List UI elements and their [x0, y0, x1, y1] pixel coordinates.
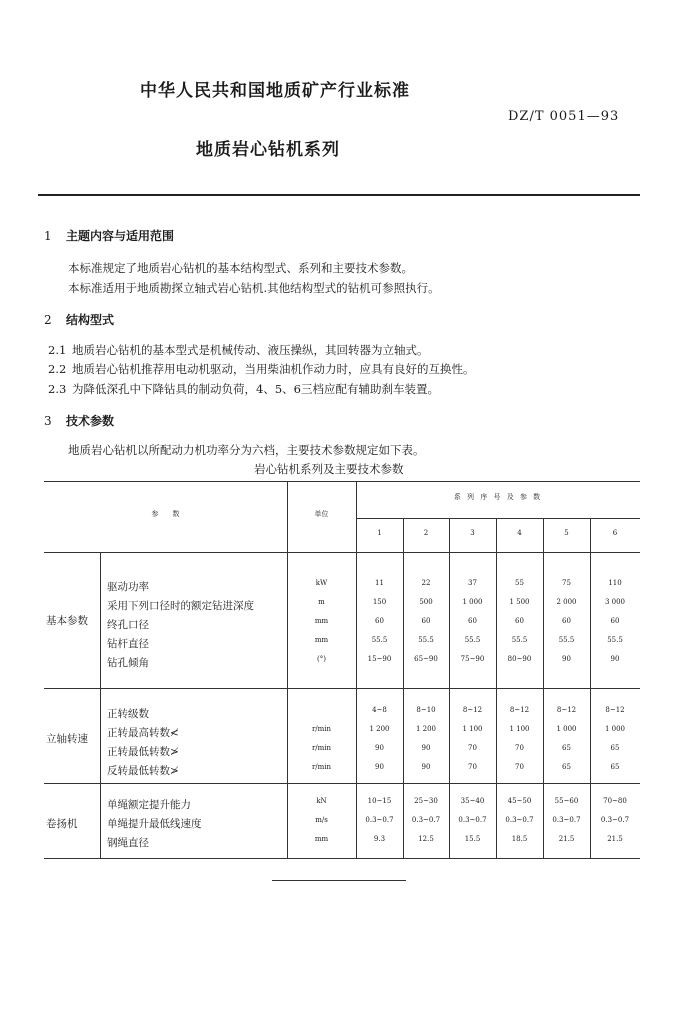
row-param-label: 正转最高转数≮: [107, 727, 179, 739]
row-value-col-5: 2 000: [556, 598, 577, 606]
row-value-col-2: 55.5: [418, 636, 434, 644]
section-1-paragraph-1: 本标准规定了地质岩心钻机的基本结构型式、系列和主要技术参数。: [68, 261, 413, 275]
header-col-6: 6: [612, 529, 618, 537]
clause-2-1: [48, 342, 429, 358]
header-col-3: 3: [470, 529, 475, 537]
section-title: 主题内容与适用范围: [66, 229, 175, 243]
row-value-col-5: 21.5: [558, 835, 575, 843]
row-value-col-1: 10~15: [367, 797, 392, 805]
row-param-label: 终孔口径: [107, 619, 149, 631]
group-divider-1: [44, 688, 640, 689]
row-value-col-4: 45~50: [507, 797, 532, 805]
row-unit: (°): [317, 655, 326, 663]
section-3-heading: [44, 412, 114, 429]
document-title: 地质岩心钻机系列: [196, 140, 340, 160]
row-unit: kN: [316, 797, 327, 805]
row-value-col-2: 25~30: [414, 797, 438, 805]
clause-number: 2.3: [48, 382, 67, 396]
row-value-col-1: 0.3~0.7: [365, 816, 394, 824]
row-value-col-3: 55.5: [464, 636, 481, 644]
row-value-col-1: 15~90: [367, 655, 392, 663]
row-unit: r/min: [311, 763, 332, 771]
row-value-col-5: 90: [562, 655, 571, 663]
row-value-col-1: 90: [375, 744, 384, 752]
row-value-col-5: 0.3~0.7: [552, 816, 581, 824]
row-unit: mm: [314, 835, 329, 843]
clause-number: 2.2: [48, 362, 67, 376]
section-1-heading: [44, 227, 174, 244]
row-param-label: 钢绳直径: [107, 837, 149, 849]
parameters-table: [44, 481, 640, 859]
row-value-col-3: 1 000: [462, 598, 483, 606]
row-unit: mm: [314, 636, 329, 644]
standard-code: DZ/T 0051—93: [508, 109, 620, 124]
row-value-col-1: 9.3: [373, 835, 386, 843]
col-divider-5: [590, 518, 591, 858]
row-value-col-3: 75~90: [460, 655, 485, 663]
row-param-label: 反转最低转数≯: [107, 765, 179, 777]
row-value-col-4: 18.5: [511, 835, 528, 843]
row-value-col-3: 35~40: [460, 797, 485, 805]
row-unit: m: [318, 598, 325, 606]
row-value-col-3: 1 100: [462, 725, 483, 733]
section-title: 技术参数: [66, 414, 115, 428]
header-divider: [44, 552, 640, 553]
section-2-heading: [44, 311, 114, 328]
row-value-col-1: 60: [375, 617, 384, 625]
row-value-col-2: 1 200: [415, 725, 437, 733]
header-col-2: 2: [423, 529, 429, 537]
header-param: 参 数: [151, 510, 180, 518]
table-caption: 岩心钻机系列及主要技术参数: [254, 462, 404, 476]
footer-divider: [272, 880, 406, 881]
row-value-col-6: 90: [610, 655, 620, 663]
row-param-label: 驱动功率: [107, 581, 149, 593]
row-param-label: 钻孔倾角: [107, 657, 149, 669]
row-value-col-3: 37: [468, 579, 477, 587]
row-param-label: 采用下列口径时的额定钻进深度: [107, 600, 254, 612]
group-label: 立轴转速: [46, 733, 88, 745]
row-value-col-5: 65: [562, 763, 571, 771]
row-value-col-4: 55: [515, 579, 524, 587]
clause-2-2: [48, 361, 475, 377]
col-divider-2: [449, 518, 450, 858]
row-value-col-5: 60: [562, 617, 571, 625]
row-value-col-1: 55.5: [371, 636, 388, 644]
row-value-col-4: 8~12: [509, 706, 530, 714]
row-unit: m/s: [315, 816, 328, 824]
section-number: 3: [44, 414, 52, 428]
section-number: 1: [44, 229, 52, 243]
row-value-col-4: 70: [515, 763, 524, 771]
table-border-top: [44, 481, 640, 482]
clause-text: 为降低深孔中下降钻具的制动负荷，4、5、6三档应配有辅助刹车装置。: [72, 382, 439, 396]
row-unit: r/min: [311, 725, 332, 733]
row-value-col-4: 1 100: [509, 725, 530, 733]
row-value-col-6: 21.5: [607, 835, 623, 843]
row-param-label: 钻杆直径: [107, 638, 149, 650]
row-value-col-4: 0.3~0.7: [505, 816, 534, 824]
section-title: 结构型式: [66, 313, 115, 327]
row-value-col-6: 60: [610, 617, 620, 625]
row-value-col-3: 8~12: [462, 706, 483, 714]
row-value-col-4: 60: [515, 617, 524, 625]
row-value-col-4: 70: [515, 744, 524, 752]
section-3-paragraph-1: 地质岩心钻机以所配动力机功率分为六档，主要技术参数规定如下表。: [68, 443, 425, 457]
row-value-col-3: 15.5: [464, 835, 481, 843]
clause-number: 2.1: [48, 343, 67, 357]
row-value-col-5: 65: [562, 744, 571, 752]
row-value-col-6: 55.5: [607, 636, 623, 644]
row-value-col-4: 80~90: [507, 655, 532, 663]
header-unit: 单位: [314, 510, 329, 518]
row-value-col-1: 90: [375, 763, 384, 771]
group-divider-2: [44, 783, 640, 784]
row-unit: mm: [314, 617, 329, 625]
row-value-col-6: 1 000: [604, 725, 626, 733]
row-value-col-4: 55.5: [511, 636, 528, 644]
header-series: 系 列 序 号 及 参 数: [453, 493, 543, 501]
row-value-col-6: 65: [610, 763, 620, 771]
row-value-col-2: 500: [419, 598, 433, 606]
row-value-col-2: 60: [421, 617, 431, 625]
row-value-col-2: 90: [421, 744, 431, 752]
col-divider-3: [496, 518, 497, 858]
row-value-col-6: 110: [608, 579, 622, 587]
header-divider: [38, 194, 640, 196]
row-unit: kW: [315, 579, 328, 587]
header-col-5: 5: [564, 529, 569, 537]
row-value-col-3: 0.3~0.7: [458, 816, 487, 824]
header-col-1: 1: [377, 529, 382, 537]
row-value-col-3: 60: [468, 617, 477, 625]
row-param-label: 正转最低转数≯: [107, 746, 179, 758]
row-value-col-2: 8~10: [416, 706, 436, 714]
row-value-col-4: 1 500: [509, 598, 530, 606]
group-label: 卷扬机: [46, 818, 78, 830]
row-value-col-1: 1 200: [369, 725, 390, 733]
row-value-col-3: 70: [468, 744, 477, 752]
series-header-divider: [356, 518, 640, 519]
row-value-col-2: 65~90: [414, 655, 438, 663]
row-value-col-6: 3 000: [604, 598, 626, 606]
row-value-col-5: 75: [562, 579, 571, 587]
row-unit: r/min: [311, 744, 332, 752]
row-value-col-1: 150: [372, 598, 387, 606]
row-value-col-2: 90: [421, 763, 431, 771]
row-value-col-5: 1 000: [556, 725, 577, 733]
row-param-label: 单绳提升最低线速度: [107, 818, 202, 830]
row-value-col-2: 12.5: [418, 835, 434, 843]
row-value-col-1: 4~8: [372, 706, 387, 714]
section-1-paragraph-2: 本标准适用于地质勘探立轴式岩心钻机.其他结构型式的钻机可参照执行。: [68, 281, 440, 295]
col-divider-1: [403, 518, 404, 858]
row-value-col-5: 55~60: [554, 797, 579, 805]
row-value-col-6: 70~80: [603, 797, 627, 805]
clause-text: 地质岩心钻机推荐用电动机驱动，当用柴油机作动力时，应具有良好的互换性。: [72, 362, 475, 376]
table-border-bottom: [44, 858, 640, 859]
row-value-col-5: 8~12: [556, 706, 577, 714]
clause-2-3: [48, 381, 439, 397]
row-value-col-2: 0.3~0.7: [411, 816, 441, 824]
row-value-col-3: 70: [468, 763, 477, 771]
row-value-col-6: 0.3~0.7: [600, 816, 630, 824]
row-value-col-1: 11: [375, 579, 384, 587]
clause-text: 地质岩心钻机的基本型式是机械传动、液压操纵，其回转器为立轴式。: [72, 343, 429, 357]
col-divider-4: [543, 518, 544, 858]
header-col-4: 4: [517, 529, 522, 537]
section-number: 2: [44, 313, 52, 327]
row-value-col-5: 55.5: [558, 636, 575, 644]
standard-name: 中华人民共和国地质矿产行业标准: [140, 81, 410, 101]
row-value-col-2: 22: [421, 579, 431, 587]
row-value-col-6: 8~12: [605, 706, 625, 714]
row-param-label: 单绳额定提升能力: [107, 799, 191, 811]
row-param-label: 正转级数: [107, 708, 149, 720]
group-label: 基本参数: [46, 615, 88, 627]
row-value-col-6: 65: [610, 744, 620, 752]
group-column-divider: [100, 552, 101, 858]
